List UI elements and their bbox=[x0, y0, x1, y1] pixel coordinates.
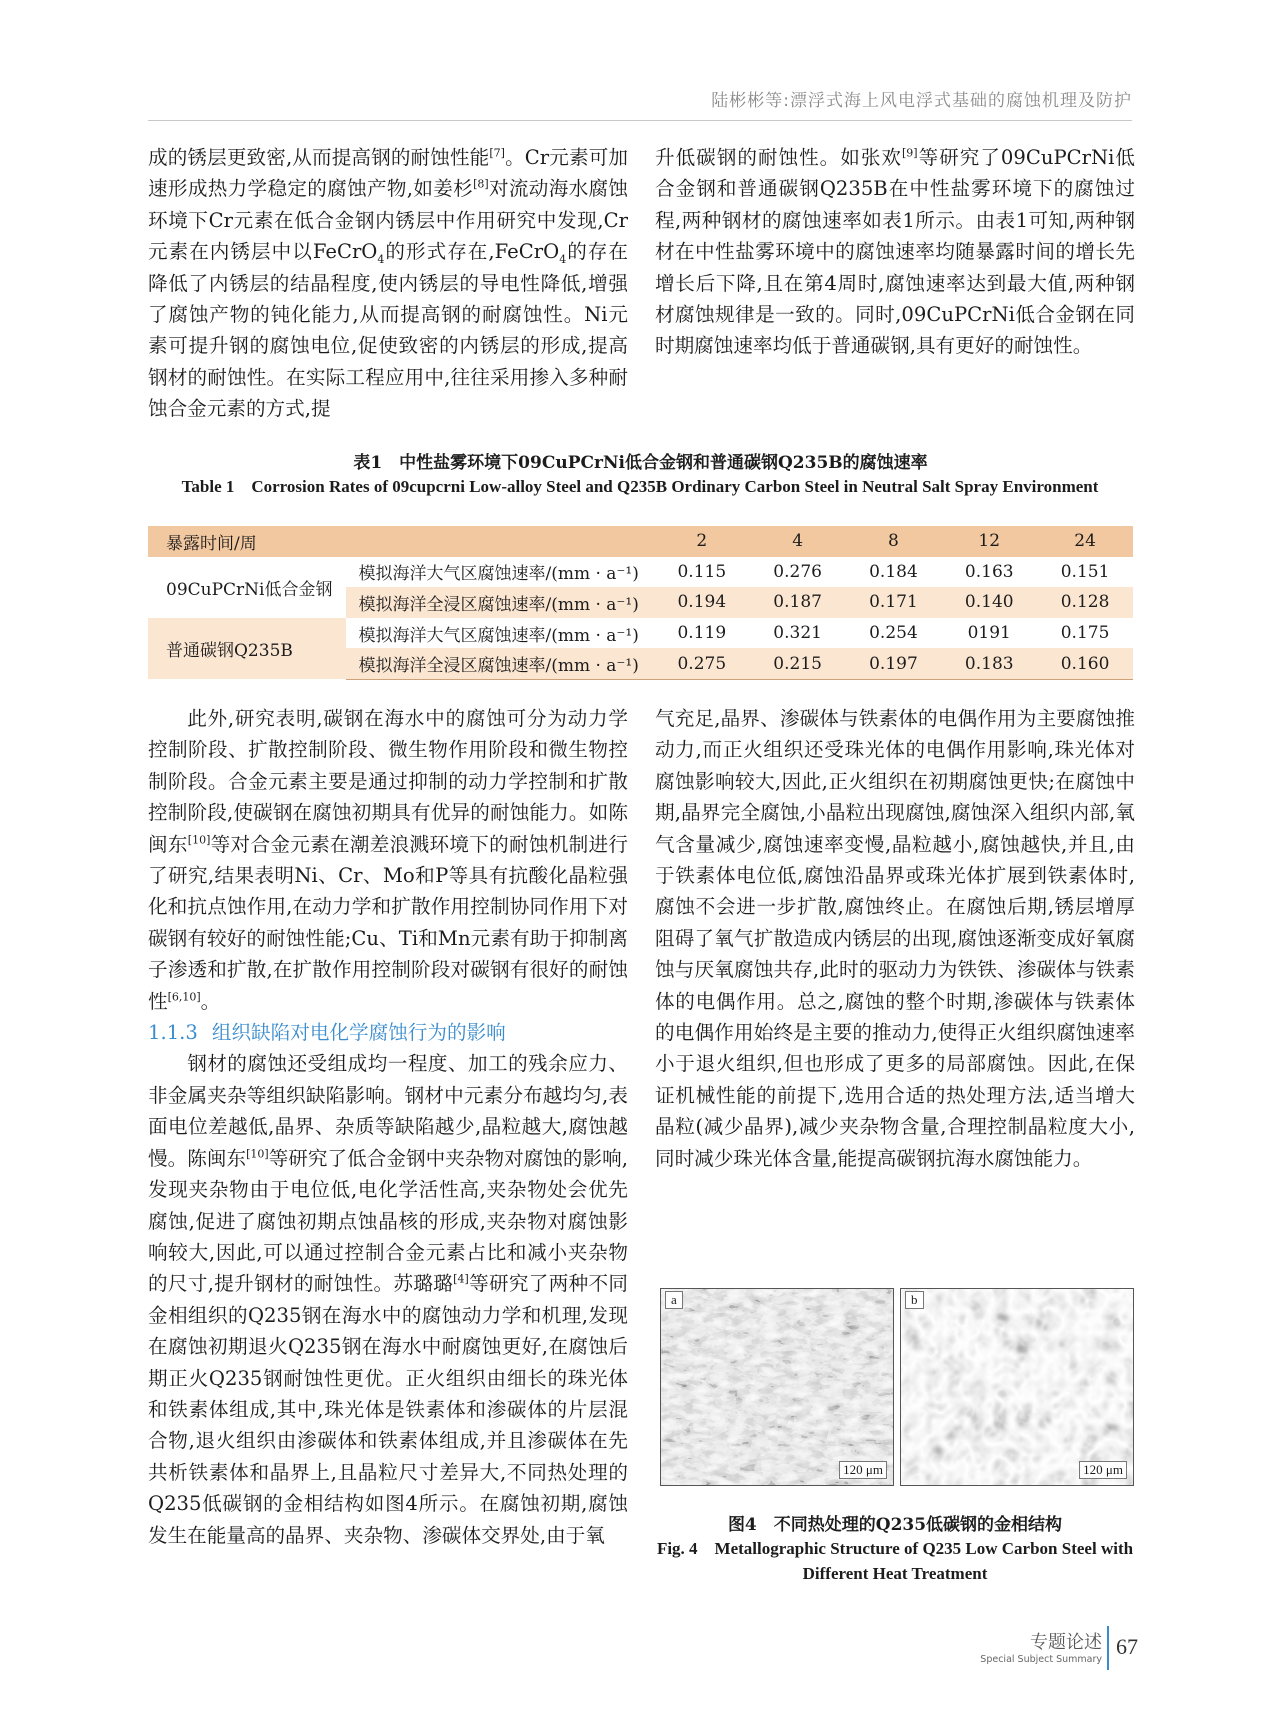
citation: [8] bbox=[473, 177, 489, 191]
table-row bbox=[148, 557, 1133, 588]
table-caption-en: Table 1 Corrosion Rates of 09cupcrni Low-alloy Steel and Q235B Ordinary Carbon Steel in Neutral Salt Spray Environment bbox=[181, 477, 1099, 496]
text-column-top-left bbox=[148, 142, 628, 425]
panel-label-a: a bbox=[665, 1291, 683, 1309]
micrograph-panel-a bbox=[660, 1288, 894, 1486]
text-run: 。Cr元素可加速形成热力学稳定的腐蚀产物,如姜杉 bbox=[148, 146, 628, 201]
value-cell: 0.194 bbox=[654, 587, 750, 618]
table-header-row bbox=[148, 526, 1133, 557]
paragraph bbox=[148, 1048, 628, 1551]
text-run: 此外,研究表明,碳钢在海水中的腐蚀可分为动力学控制阶段、扩散控制阶段、微生物作用阶段和微生物控制阶段。合金元素主要是通过抑制的动力学控制和扩散控制阶段,使碳钢在腐蚀初期具有优异的耐蚀能力。如陈闽东 bbox=[148, 707, 628, 856]
value-cell: 0.119 bbox=[677, 623, 727, 644]
value-cell: 0.276 bbox=[773, 561, 822, 582]
micrograph-panel-b bbox=[900, 1288, 1134, 1486]
corrosion-rate-table bbox=[148, 526, 1133, 680]
metric-cell: 模拟海洋大气区腐蚀速率/(mm · a⁻¹) bbox=[358, 625, 639, 646]
running-header bbox=[148, 86, 1132, 121]
text-run: 钢材的腐蚀还受组成均一程度、加工的残余应力、非金属夹杂等组织缺陷影响。钢材中元素分布越均匀,表面电位差越低,晶界、杂质等缺陷越少,晶粒越大,腐蚀越慢。陈闽东 bbox=[148, 1052, 628, 1170]
figure-caption-en: Fig. 4 Metallographic Structure of Q235 Low Carbon Steel with Different Heat Treatment bbox=[656, 1539, 1134, 1583]
section-heading bbox=[148, 1017, 628, 1048]
micrograph-b-image bbox=[901, 1289, 1133, 1485]
header-cell: 8 bbox=[846, 526, 942, 557]
text-run: 对流动海水腐蚀环境下Cr元素在低合金钢内锈层中作用研究中发现,Cr元素在内锈层中以FeCrO bbox=[148, 177, 629, 264]
table-row bbox=[148, 618, 1133, 649]
running-title: 陆彬彬等:漂浮式海上风电浮式基础的腐蚀机理及防护 bbox=[711, 91, 1132, 111]
section-title: 组织缺陷对电化学腐蚀行为的影响 bbox=[211, 1021, 506, 1045]
citation: [10] bbox=[246, 1147, 269, 1161]
panel-label-b: b bbox=[905, 1291, 924, 1309]
scale-bar-b: 120 μm bbox=[1079, 1461, 1127, 1479]
text-run: 。 bbox=[200, 989, 221, 1013]
value-cell: 0.275 bbox=[654, 648, 750, 679]
table-caption-cn: 表1 中性盐雾环境下09CuPCrNi低合金钢和普通碳钢Q235B的腐蚀速率 bbox=[353, 453, 928, 473]
value-cell: 0.215 bbox=[750, 648, 846, 679]
paragraph bbox=[148, 703, 628, 1017]
text-column-bottom-right bbox=[655, 703, 1135, 1174]
section-number: 1.1.3 bbox=[148, 1021, 198, 1045]
value-cell: 0.140 bbox=[941, 587, 1037, 618]
metric-cell: 模拟海洋全浸区腐蚀速率/(mm · a⁻¹) bbox=[346, 648, 653, 679]
value-cell: 0.160 bbox=[1037, 648, 1133, 679]
scale-bar-a: 120 μm bbox=[839, 1461, 887, 1479]
steel-cell: 普通碳钢Q235B bbox=[148, 618, 346, 680]
text-column-bottom-left bbox=[148, 703, 628, 1551]
citation: [7] bbox=[489, 146, 505, 160]
value-cell: 0.197 bbox=[846, 648, 942, 679]
paragraph bbox=[655, 142, 1135, 362]
metric-cell: 模拟海洋全浸区腐蚀速率/(mm · a⁻¹) bbox=[346, 587, 653, 618]
subscript: 4 bbox=[559, 253, 567, 267]
footer-section-en: Special Subject Summary bbox=[980, 1654, 1102, 1665]
header-cell: 暴露时间/周 bbox=[148, 526, 654, 557]
figure-4 bbox=[660, 1288, 1132, 1484]
value-cell: 0.187 bbox=[750, 587, 846, 618]
value-cell: 0.183 bbox=[941, 648, 1037, 679]
citation: [6,10] bbox=[167, 990, 201, 1004]
footer-section-cn: 专题论述 bbox=[1030, 1632, 1102, 1653]
steel-cell: 09CuPCrNi低合金钢 bbox=[148, 557, 346, 618]
text-run: 成的锈层更致密,从而提高钢的耐蚀性能 bbox=[148, 146, 490, 169]
value-cell: 0.163 bbox=[964, 561, 1014, 582]
value-cell: 0.184 bbox=[869, 561, 918, 582]
paragraph bbox=[148, 142, 628, 425]
text-run: 等研究了低合金钢中夹杂物对腐蚀的影响,发现夹杂物由于电位低,电化学活性高,夹杂物处会优先腐蚀,促进了腐蚀初期点蚀晶核的形成,夹杂物对腐蚀影响较大,因此,可以通过控制合金元素占比和减小夹杂物的尺寸,提升钢材的耐蚀性。苏璐璐 bbox=[148, 1146, 628, 1296]
page-number: 67 bbox=[1116, 1634, 1138, 1659]
text-run: 等对合金元素在潮差浪溅环境下的耐蚀机制进行了研究,结果表明Ni、Cr、Mo和P等具有抗酸化晶粒强化和抗点蚀作用,在动力学和扩散作用控制协同作用下对碳钢有较好的耐蚀性能;Cu、Ti和Mn元素有助于抑制离子渗透和扩散,在扩散作用控制阶段对碳钢有很好的耐蚀性 bbox=[148, 832, 629, 1013]
text-column-top-right bbox=[655, 142, 1135, 362]
text-run: 的存在降低了内锈层的结晶程度,使内锈层的导电性降低,增强了腐蚀产物的钝化能力,从而提高钢的耐腐蚀性。Ni元素可提升钢的腐蚀电位,促使致密的内锈层的形成,提高钢材的耐蚀性。在实际工程应用中,往往采用掺入多种耐蚀合金元素的方式,提 bbox=[148, 240, 628, 421]
text-run: 等研究了两种不同金相组织的Q235钢在海水中的腐蚀动力学和机理,发现在腐蚀初期退火Q235钢在海水中耐腐蚀更好,在腐蚀后期正火Q235钢耐蚀性更优。正火组织由细长的珠光体和铁素体组成,其中,珠光体是铁素体和渗碳体的片层混合物,退火组织由渗碳体和铁素体组成,并且渗碳体在先共析铁素体和晶界上,且晶粒尺寸差异大,不同热处理的Q235低碳钢的金相结构如图4所示。在腐蚀初期,腐蚀发生在能量高的晶界、夹杂物、渗碳体交界处,由于氧 bbox=[148, 1272, 629, 1547]
text-run: 等研究了09CuPCrNi低合金钢和普通碳钢Q235B在中性盐雾环境下的腐蚀过程,两种钢材的腐蚀速率如表1所示。由表1可知,两种钢材在中性盐雾环境中的腐蚀速率均随暴露时间的增长先增长后下降,且在第4周时,腐蚀速率达到最大值,两种钢材腐蚀规律是一致的。同时,09CuPCrNi低合金钢在同时期腐蚀速率均低于普通碳钢,具有更好的耐蚀性。 bbox=[655, 146, 1135, 358]
value-cell: 0191 bbox=[967, 623, 1011, 644]
citation: [4] bbox=[453, 1272, 469, 1286]
value-cell: 0.128 bbox=[1037, 587, 1133, 618]
header-cell: 12 bbox=[941, 526, 1037, 557]
value-cell: 0.115 bbox=[677, 561, 727, 582]
value-cell: 0.151 bbox=[1060, 561, 1110, 582]
header-cell: 2 bbox=[654, 526, 750, 557]
footer-divider bbox=[1107, 1626, 1109, 1670]
citation: [9] bbox=[902, 146, 918, 160]
micrograph-a-image bbox=[661, 1289, 893, 1485]
header-cell: 4 bbox=[750, 526, 846, 557]
metric-cell: 模拟海洋大气区腐蚀速率/(mm · a⁻¹) bbox=[358, 564, 639, 585]
value-cell: 0.321 bbox=[773, 623, 822, 644]
subscript: 4 bbox=[377, 253, 385, 267]
paragraph: 气充足,晶界、渗碳体与铁素体的电偶作用为主要腐蚀推动力,而正火组织还受珠光体的电偶作用影响,珠光体对腐蚀影响较大,因此,正火组织在初期腐蚀更快;在腐蚀中期,晶界完全腐蚀,小晶粒出现腐蚀,腐蚀深入组织内部,氧气含量减少,腐蚀速率变慢,晶粒越小,腐蚀越快,并且,由于铁素体电位低,腐蚀沿晶界或珠光体扩展到铁素体时,腐蚀不会进一步扩散,腐蚀终止。在腐蚀后期,锈层增厚阻碍了氧气扩散造成内锈层的出现,腐蚀逐渐变成好氧腐蚀与厌氧腐蚀共存,此时的驱动力为铁铁、渗碳体与铁素体的电偶作用。总之,腐蚀的整个时期,渗碳体与铁素体的电偶作用始终是主要的推动力,使得正火组织腐蚀速率小于退火组织,但也形成了更多的局部腐蚀。因此,在保证机械性能的前提下,选用合适的热处理方法,适当增大晶粒(减少晶界),减少夹杂物含量,合理控制晶粒度大小,同时减少珠光体含量,能提高碳钢抗海水腐蚀能力。 bbox=[655, 707, 1135, 1170]
figure-caption-cn: 图4 不同热处理的Q235低碳钢的金相结构 bbox=[727, 1515, 1063, 1535]
citation: [10] bbox=[187, 833, 211, 847]
header-cell: 24 bbox=[1037, 526, 1133, 557]
text-run: 升低碳钢的耐蚀性。如张欢 bbox=[655, 146, 902, 169]
value-cell: 0.175 bbox=[1060, 623, 1110, 644]
value-cell: 0.254 bbox=[869, 623, 918, 644]
text-run: 的形式存在,FeCrO bbox=[384, 240, 560, 264]
value-cell: 0.171 bbox=[846, 587, 942, 618]
